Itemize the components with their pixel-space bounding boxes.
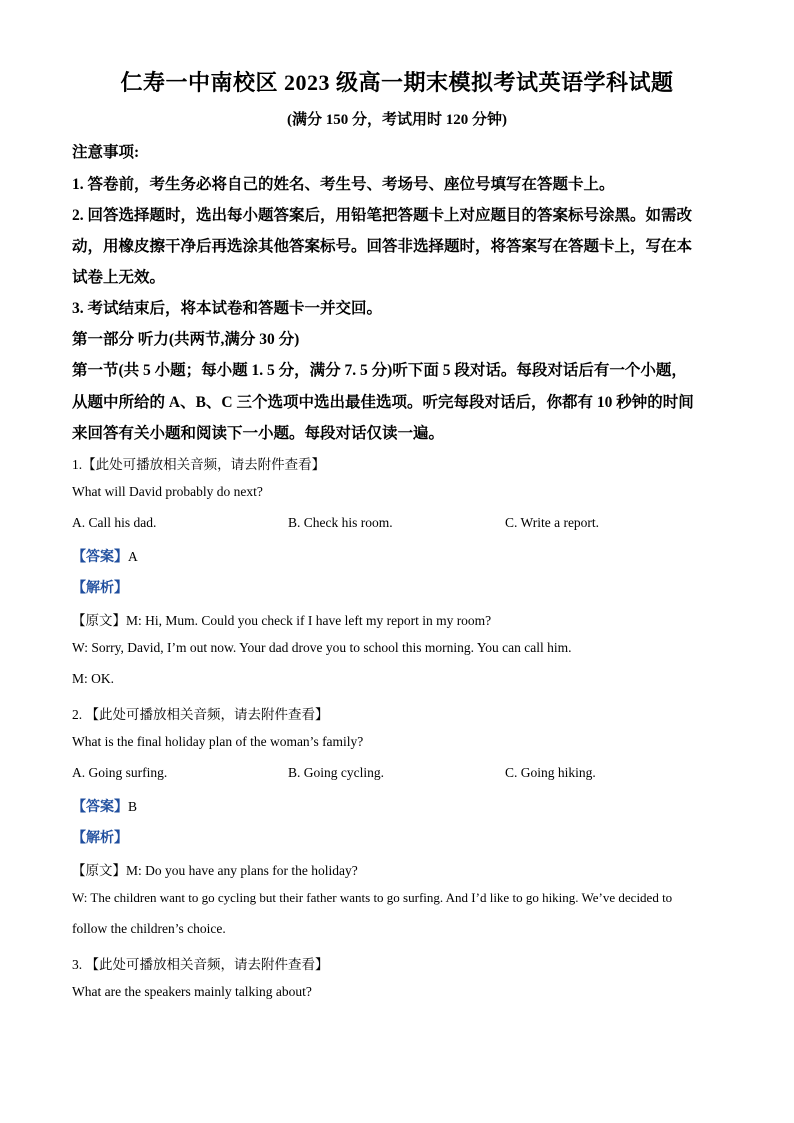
question-2-transcript-2: W: The children want to go cycling but their father wants to go surfing. And I’d like to go hiking. We’ve decided to [72,890,673,905]
audio-note[interactable]: 【此处可播放相关音频，请去附件查看】 [85,957,329,972]
question-number: 2. [72,707,83,722]
exam-subtitle: (满分 150 分，考试用时 120 分钟) [287,112,507,128]
question-1-option-a: A. Call his dad. [72,515,157,530]
instruction-2-line-b: 动，用橡皮擦干净后再选涂其他答案标号。回答非选择题时，将答案写在答题卡上，写在本 [72,238,693,255]
section-intro-line-c: 来回答有关小题和阅读下一小题。每段对话仅读一遍。 [72,425,445,442]
question-1-analysis-label [72,577,128,597]
section-intro-line-a: 第一节(共 5 小题；每小题 1. 5 分，满分 7. 5 分)听下面 5 段对话。每段对话后有一个小题， [72,362,687,379]
question-1-stem: What will David probably do next? [72,484,263,499]
analysis-label: 【解析】 [72,831,128,846]
transcript-text: M: Do you have any plans for the holiday? [126,863,358,878]
instructions-heading: 注意事项: [72,144,140,161]
answer-value: B [128,799,138,814]
section-part-heading: 第一部分 听力(共两节,满分 30 分) [72,331,300,348]
question-2-analysis-label [72,827,128,847]
section-intro-line-b: 从题中所给的 A、B、C 三个选项中选出最佳选项。听完每段对话后，你都有 10 秒钟的时间 [72,394,694,411]
answer-label: 【答案】 [72,800,128,815]
question-2-option-a: A. Going surfing. [72,765,168,780]
transcript-label: 【原文】 [72,863,126,878]
audio-note[interactable]: 【此处可播放相关音频，请去附件查看】 [85,707,329,722]
question-2-option-b: B. Going cycling. [288,765,384,780]
question-1-transcript-3: M: OK. [72,671,115,686]
instruction-2-line-c: 试卷上无效。 [72,269,166,286]
answer-value: A [128,549,138,564]
transcript-label: 【原文】 [72,613,126,628]
question-1-header [72,453,325,473]
question-3-header [72,953,329,973]
question-2-answer [72,796,137,816]
question-2-transcript-3: follow the children’s choice. [72,921,226,936]
question-1-transcript-2: W: Sorry, David, I’m out now. Your dad drove you to school this morning. You can call him. [72,640,572,655]
instruction-2-line-a: 2. 回答选择题时，选出每小题答案后，用铅笔把答题卡上对应题目的答案标号涂黑。如需改 [72,207,693,224]
question-1-option-b: B. Check his room. [288,515,393,530]
instruction-3: 3. 考试结束后，将本试卷和答题卡一并交回。 [72,300,383,317]
transcript-text: M: Hi, Mum. Could you check if I have left my report in my room? [126,613,492,628]
instruction-1: 1. 答卷前，考生务必将自己的姓名、考生号、考场号、座位号填写在答题卡上。 [72,176,615,193]
question-2-option-c: C. Going hiking. [505,765,596,780]
question-3-stem: What are the speakers mainly talking about? [72,984,312,999]
question-2-stem: What is the final holiday plan of the woman’s family? [72,734,364,749]
question-1-answer [72,546,138,566]
question-1-option-c: C. Write a report. [505,515,600,530]
answer-label: 【答案】 [72,550,128,565]
exam-title: 仁寿一中南校区 2023 级高一期末模拟考试英语学科试题 [120,70,674,95]
question-1-transcript-1 [72,609,491,629]
question-2-header [72,703,329,723]
question-number: 3. [72,957,83,972]
audio-note[interactable]: 【此处可播放相关音频，请去附件查看】 [82,457,326,472]
question-2-transcript-1 [72,859,358,879]
question-number: 1. [72,457,83,472]
analysis-label: 【解析】 [72,581,128,596]
